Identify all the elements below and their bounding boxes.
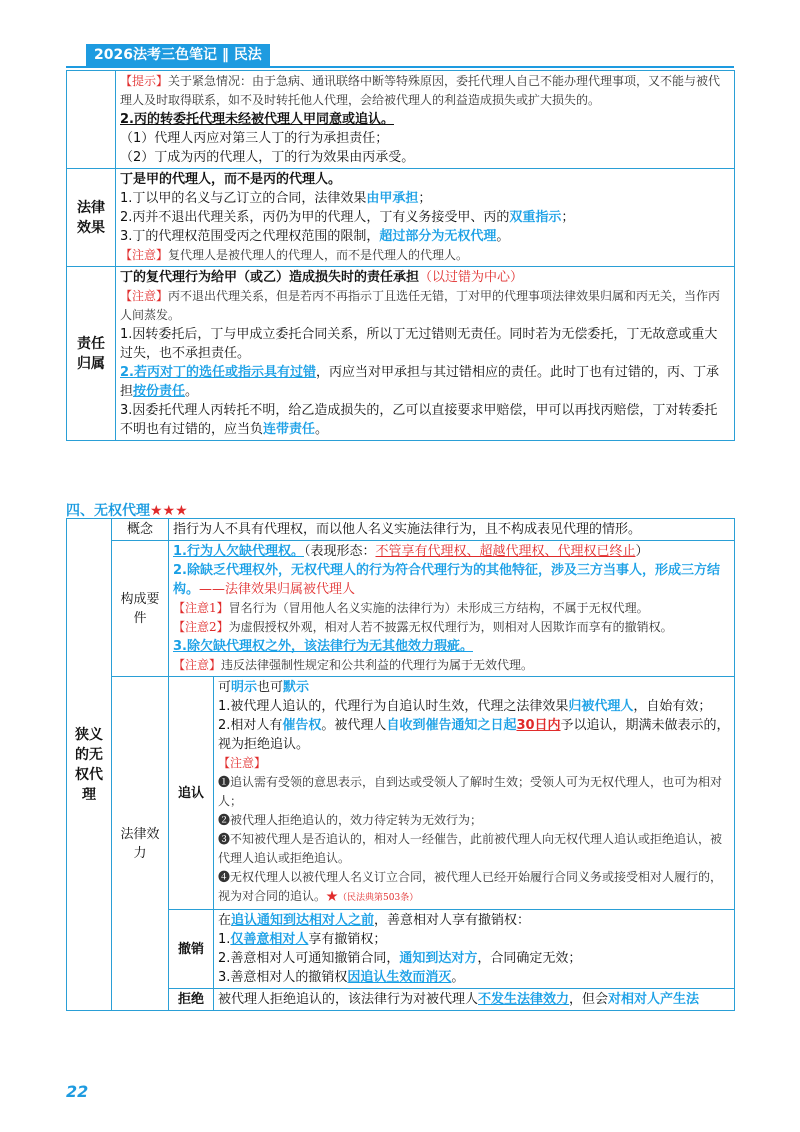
list-item: 在追认通知到达相对人之前，善意相对人享有撤销权： xyxy=(218,913,531,928)
list-item: 3.丁的代理权范围受丙之代理权范围的限制，超过部分为无权代理。 xyxy=(120,229,510,244)
case2-item: （2）丁成为丙的代理人，丁的行为效果由丙承受。 xyxy=(120,150,415,165)
revoke-label: 撤销 xyxy=(169,910,214,989)
tip-tag: 【提示】 xyxy=(120,74,169,88)
star-icon: ★ xyxy=(326,889,339,903)
list-item: 3.除欠缺代理权之外，该法律行为无其他效力瑕疵。 xyxy=(173,639,473,654)
list-item: 3.因委托代理人丙转托不明，给乙造成损失的，乙可以直接要求甲赔偿，甲可以再找丙赔偿，丁对转委托不明也有过错的，应当负连带责任。 xyxy=(120,403,718,437)
concept-text: 指行为人不具有代理权，而以他人名义实施法律行为，且不构成表见代理的情形。 xyxy=(169,519,735,541)
page-number: 22 xyxy=(66,1082,89,1101)
legal-effect-title: 丁是甲的代理人，而不是丙的代理人。 xyxy=(120,172,342,187)
table-row xyxy=(67,71,735,169)
case2-title: 2.丙的转委托代理未经被代理人甲同意或追认。 xyxy=(120,112,394,127)
legal-effect-label: 法律效果 xyxy=(67,169,116,267)
ratify-note: ❹无权代理人以被代理人名义订立合同，被代理人已经开始履行合同义务或接受相对人履行的，视为对合同的追认。★（民法典第503条） xyxy=(218,870,723,903)
list-item: 1.行为人欠缺代理权。（表现形态：不管享有代理权、超越代理权、代理权已终止） xyxy=(173,544,649,559)
legal-effect-cell xyxy=(116,169,735,267)
header-divider xyxy=(66,66,734,68)
list-item: 2.善意相对人可通知撤销合同，通知到达对方，合同确定无效； xyxy=(218,951,582,966)
table-row xyxy=(67,267,735,441)
liability-cell xyxy=(116,267,735,441)
revoke-cell xyxy=(214,910,735,989)
element-note-1: 【注意1】冒名行为（冒用他人名义实施的法律行为）未形成三方结构，不属于无权代理。 xyxy=(173,601,649,615)
liability-note: 【注意】丙不退出代理关系，但是若丙不再指示丁且选任无错，丁对甲的代理事项法律效果归属和丙无关，当作丙人间蒸发。 xyxy=(120,289,721,322)
table-row xyxy=(67,541,735,677)
ratify-note-tag: 【注意】 xyxy=(218,756,267,770)
unauthorized-agency-table xyxy=(66,518,735,1011)
refuse-label: 拒绝 xyxy=(169,989,214,1011)
list-item: 被代理人拒绝追认的，该法律行为对被代理人不发生法律效力，但会对相对人产生法 xyxy=(218,992,700,1007)
page-header: 2026法考三色笔记 ‖ 民法 xyxy=(86,44,270,66)
liability-title: 丁的复代理行为给甲（或乙）造成损失时的责任承担（以过错为中心） xyxy=(120,270,524,285)
elements-cell xyxy=(169,541,735,677)
list-item: 3.善意相对人的撤销权因追认生效而消灭。 xyxy=(218,970,465,985)
ratify-note: ❸不知被代理人是否追认的，相对人一经催告，此前被代理人向无权代理人追认或拒绝追认，被代理人追认或拒绝追认。 xyxy=(218,832,723,865)
element-note-3: 【注意】违反法律强制性规定和公共利益的代理行为属于无效代理。 xyxy=(173,658,534,672)
ratify-note: ❶追认需有受领的意思表示，自到达或受领人了解时生效；受领人可为无权代理人，也可为相对人； xyxy=(218,775,723,808)
list-item: 1.仅善意相对人享有撤销权； xyxy=(218,932,387,947)
empty-label-cell xyxy=(67,71,116,169)
table-row xyxy=(67,169,735,267)
table-row xyxy=(67,519,735,541)
element-note-2: 【注意2】为虚假授权外观，相对人若不披露无权代理行为，则相对人因欺诈而享有的撤销权。 xyxy=(173,620,673,634)
liability-label: 责任归属 xyxy=(67,267,116,441)
concept-label: 概念 xyxy=(112,519,169,541)
list-item: 1.被代理人追认的，代理行为自追认时生效，代理之法律效果归被代理人，自始有效； xyxy=(218,699,712,714)
list-item: 2.除缺乏代理权外，无权代理人的行为符合代理行为的其他特征，涉及三方当事人，形成三方结构。——法律效果归属被代理人 xyxy=(173,563,720,597)
tip-note xyxy=(120,72,730,110)
list-item: 可明示也可默示 xyxy=(218,680,310,695)
elements-label: 构成要件 xyxy=(112,541,169,677)
ratify-note: ❷被代理人拒绝追认的，效力待定转为无效行为； xyxy=(218,813,483,827)
main-label: 狭义的无权代理 xyxy=(67,519,112,1011)
list-item: 2.相对人有催告权。被代理人自收到催告通知之日起30日内予以追认，期满未做表示的，视为拒绝追认。 xyxy=(218,718,730,752)
subagency-table xyxy=(66,70,735,441)
table-row xyxy=(67,677,735,910)
list-item: 2.丙并不退出代理关系，丙仍为甲的代理人，丁有义务接受甲、丙的双重指示； xyxy=(120,210,575,225)
list-item: 1.因转委托后，丁与甲成立委托合同关系，所以丁无过错则无责任。同时若为无偿委托，丁无故意或重大过失，也不承担责任。 xyxy=(120,327,718,361)
list-item: 2.若丙对丁的选任或指示具有过错，丙应当对甲承担与其过错相应的责任。此时丁也有过错的，丙、丁承担按份责任。 xyxy=(120,365,719,399)
tip-text: 关于紧急情况：由于急病、通讯联络中断等特殊原因，委托代理人自己不能办理代理事项，又不能与被代理人及时取得联系，如不及时转托他人代理，会给被代理人的利益造成损失或扩大损失的。 xyxy=(120,74,721,107)
refuse-cell xyxy=(214,989,735,1011)
section-title: 四、无权代理★★★ xyxy=(66,503,188,519)
case2-item: （1）代理人丙应对第三人丁的行为承担责任； xyxy=(120,131,389,146)
ratify-label: 追认 xyxy=(169,677,214,910)
ratify-cell xyxy=(214,677,735,910)
effect-label: 法律效力 xyxy=(112,677,169,1011)
intro-cell xyxy=(116,71,735,169)
legal-effect-note: 【注意】复代理人是被代理人的代理人，而不是代理人的代理人。 xyxy=(120,248,469,262)
list-item: 1.丁以甲的名义与乙订立的合同，法律效果由甲承担； xyxy=(120,191,432,206)
